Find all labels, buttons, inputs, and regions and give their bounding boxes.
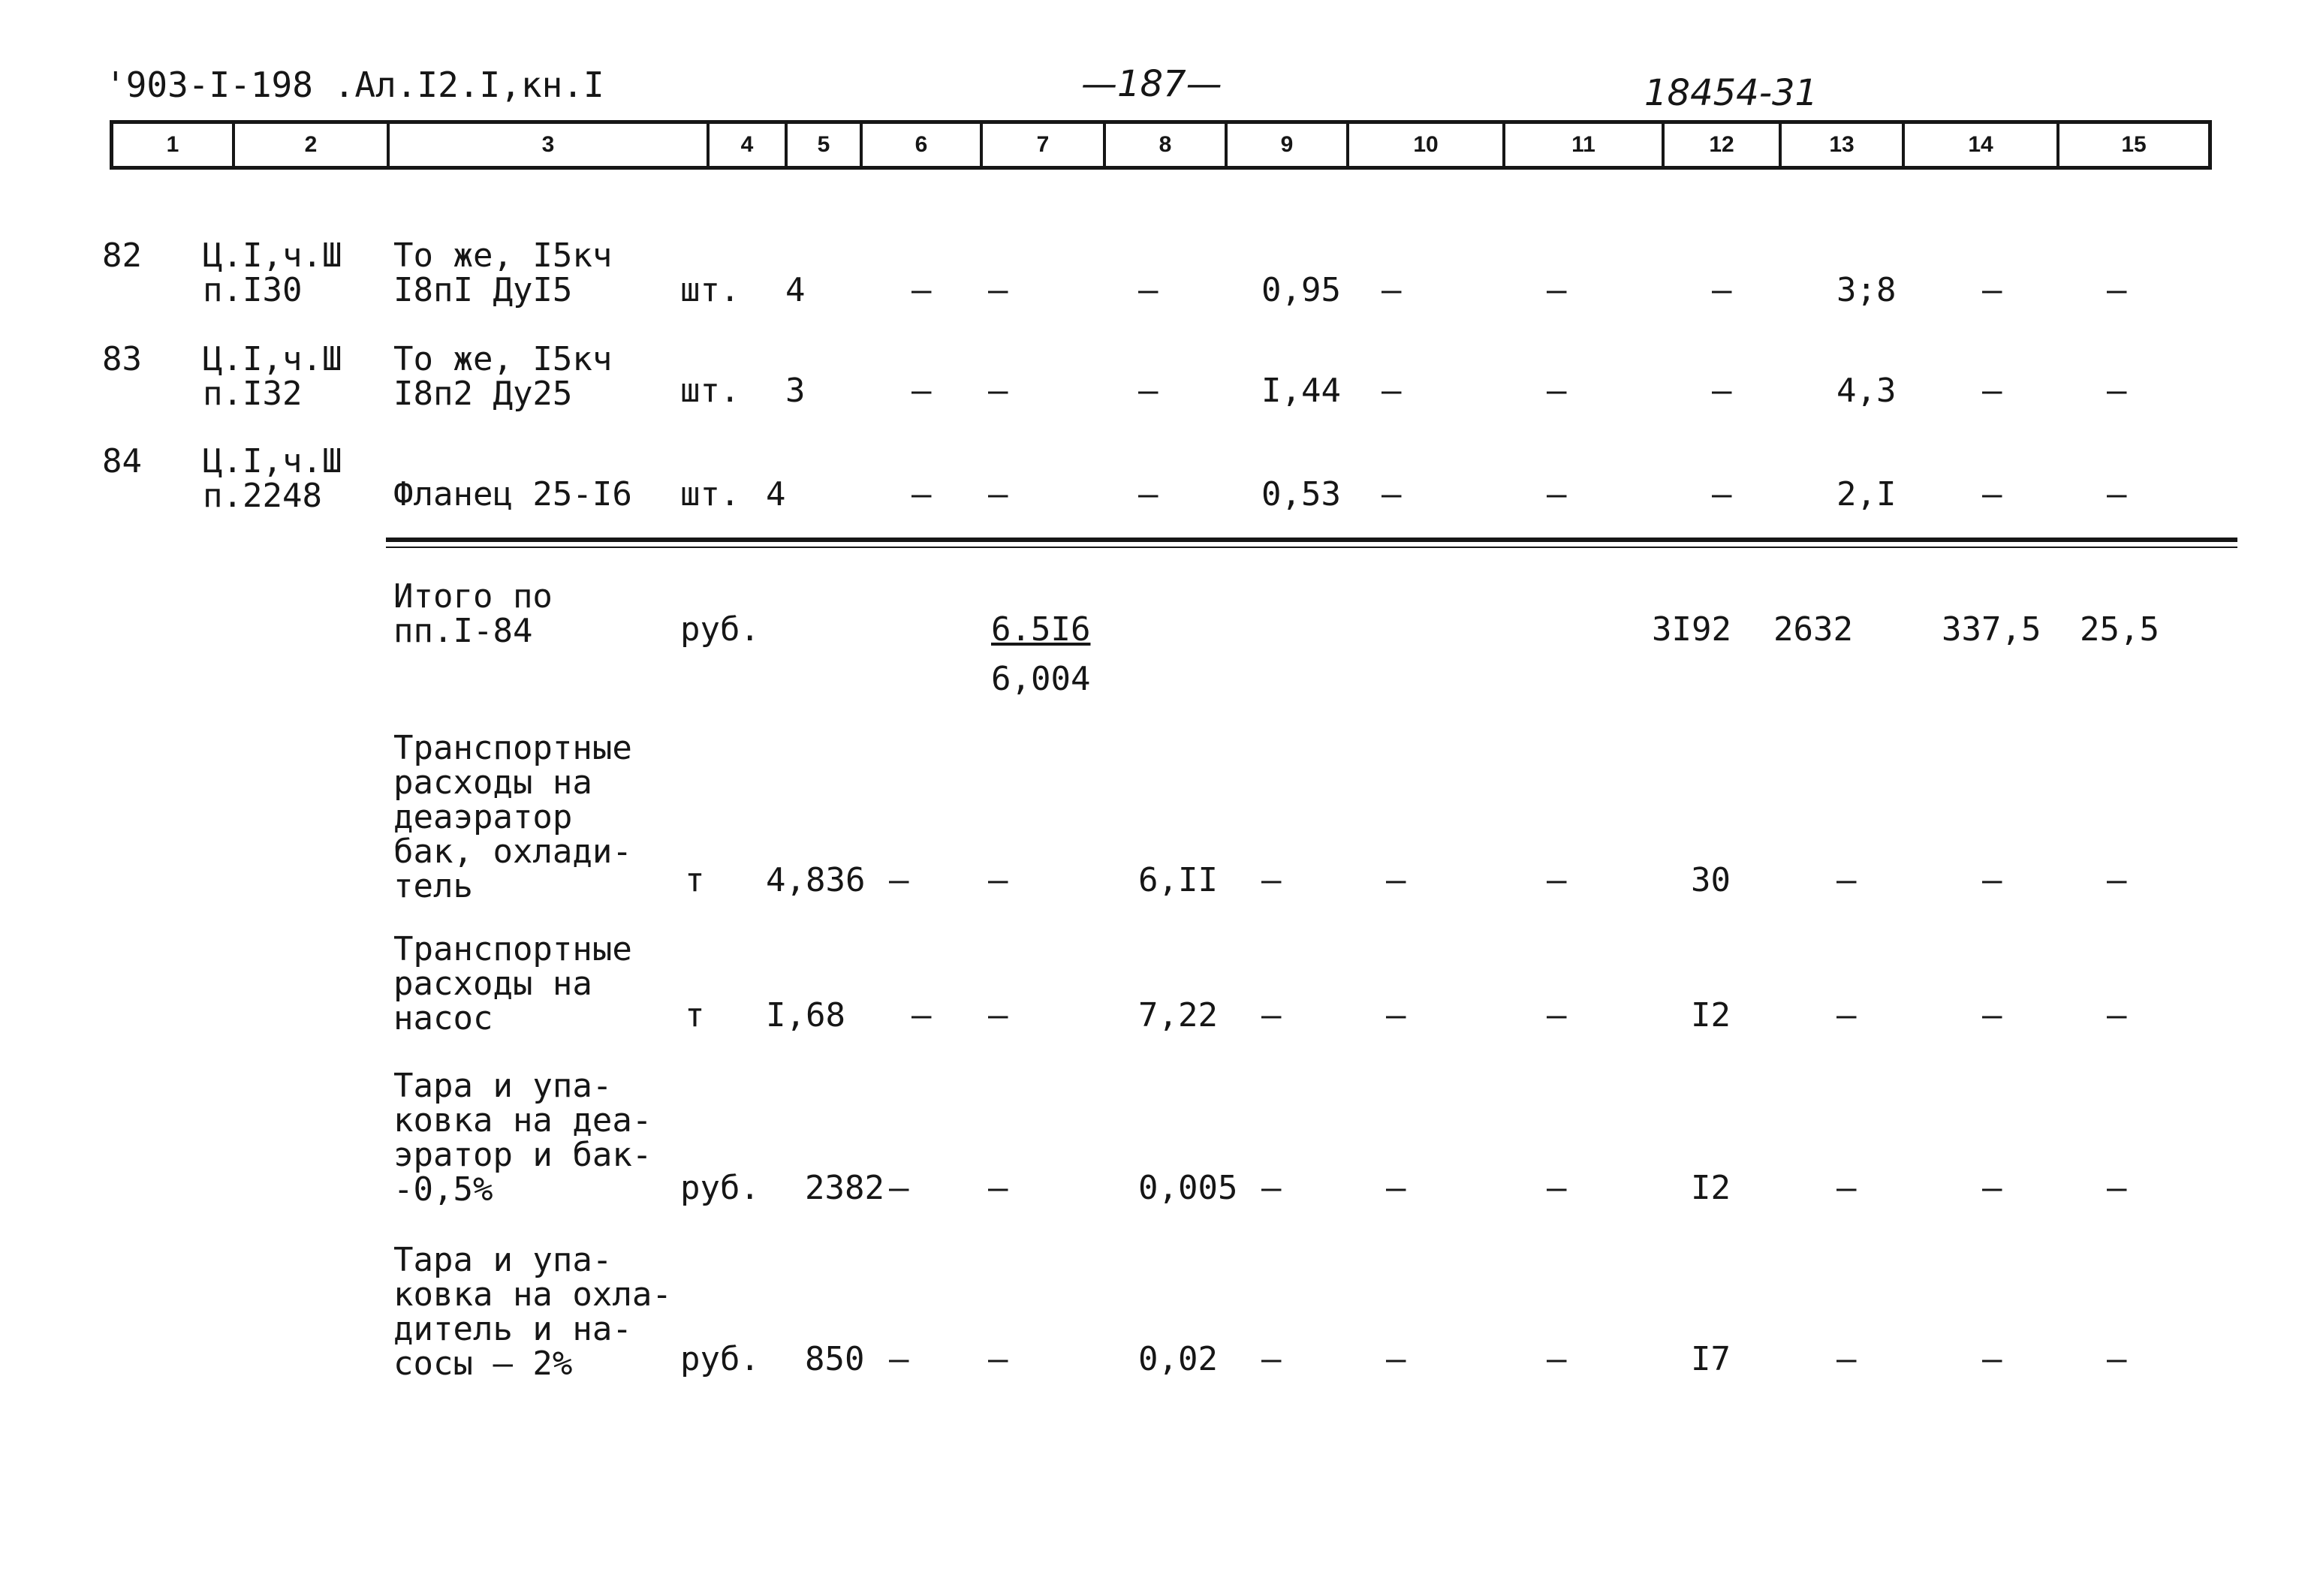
value-cell: – — [1836, 996, 1857, 1034]
column-number: 4 — [710, 124, 788, 166]
unit-cell: т — [685, 996, 705, 1034]
reference-cell: Ц.I,ч.Ш п.2248 — [203, 442, 342, 515]
value-cell: 30 — [1691, 861, 1731, 899]
value-cell: – — [1982, 1340, 2002, 1378]
value-cell: – — [2107, 861, 2127, 899]
total-unit: руб. — [680, 610, 760, 649]
value-cell: – — [1138, 475, 1159, 513]
value-cell: – — [2107, 1169, 2127, 1207]
value-cell: – — [889, 1169, 909, 1207]
value-cell: – — [889, 861, 909, 899]
column-number: 15 — [2121, 132, 2147, 157]
value-cell: – — [1547, 1340, 1567, 1378]
extra-item-name: Тара и упа- ковка на деа- эратор и бак- -0,5% — [393, 1067, 652, 1209]
unit-cell: т — [685, 861, 705, 899]
value-cell: I7 — [1691, 1340, 1731, 1378]
value-cell: – — [1381, 475, 1402, 513]
value-cell: – — [1547, 861, 1567, 899]
reference-cell: Ц.I,ч.Ш п.I32 — [203, 340, 342, 413]
unit-cell: руб. — [680, 1340, 760, 1378]
column-number: 12 — [1665, 124, 1782, 166]
reference-number: 18454-31 — [1644, 72, 1818, 114]
quantity-cell: 850 — [805, 1340, 865, 1378]
value-cell: – — [889, 1340, 909, 1378]
value-cell: – — [2107, 1340, 2127, 1378]
value-cell: – — [1547, 1169, 1567, 1207]
column-number: 5 — [788, 124, 863, 166]
value-cell: – — [1712, 271, 1732, 309]
page-number: —187— — [1081, 63, 1222, 105]
value-cell: – — [1982, 996, 2002, 1034]
column-number: 2 — [235, 124, 390, 166]
unit-cell: шт. — [680, 372, 740, 410]
value-cell: – — [1712, 475, 1732, 513]
column-number: 1 — [113, 124, 235, 166]
column-number-header — [110, 120, 2212, 170]
value-cell: – — [2107, 271, 2127, 309]
row-number: 83 — [102, 340, 142, 378]
total-c14: 337,5 — [1942, 610, 2041, 649]
column-number: 9 — [1228, 124, 1349, 166]
value-cell: – — [988, 1340, 1008, 1378]
value-cell: – — [1261, 861, 1282, 899]
document-code: '903-I-198 .Ал.I2.I,кн.I — [105, 65, 604, 105]
value-cell: – — [1261, 996, 1282, 1034]
value-cell: I,44 — [1261, 372, 1341, 410]
value-cell: 0,53 — [1261, 475, 1341, 513]
value-cell: – — [1836, 861, 1857, 899]
quantity-cell: 3 — [785, 372, 806, 410]
quantity-cell: 4,836 — [766, 861, 866, 899]
value-cell: – — [1836, 1169, 1857, 1207]
value-cell: – — [1982, 1169, 2002, 1207]
value-cell: – — [911, 271, 932, 309]
column-number: 7 — [983, 124, 1106, 166]
column-number: 3 — [390, 124, 710, 166]
quantity-cell: 2382 — [805, 1169, 884, 1207]
total-c15: 25,5 — [2080, 610, 2159, 649]
value-cell: – — [1386, 1340, 1406, 1378]
value-cell: – — [1138, 372, 1159, 410]
column-number: 11 — [1505, 124, 1665, 166]
value-cell: – — [1982, 861, 2002, 899]
value-cell: 4,3 — [1836, 372, 1897, 410]
value-cell: – — [1386, 1169, 1406, 1207]
value-cell: – — [1547, 372, 1567, 410]
extra-item-name: Транспортные расходы на насос — [393, 930, 632, 1037]
reference-cell: Ц.I,ч.Ш п.I30 — [203, 236, 342, 309]
value-cell: 0,005 — [1138, 1169, 1238, 1207]
value-cell: 6,II — [1138, 861, 1218, 899]
total-c7-numerator: 6.5I6 — [991, 610, 1091, 649]
value-cell: – — [2107, 475, 2127, 513]
value-cell: 0,95 — [1261, 271, 1341, 309]
item-name: То же, I5кч I8п2 Ду25 — [393, 340, 613, 413]
value-cell: – — [1386, 861, 1406, 899]
value-cell: – — [988, 861, 1008, 899]
value-cell: – — [1261, 1169, 1282, 1207]
value-cell: – — [1138, 271, 1159, 309]
quantity-cell: 4 — [785, 271, 806, 309]
value-cell: – — [988, 996, 1008, 1034]
total-c12: 3I92 — [1652, 610, 1731, 649]
extra-item-name: Тара и упа- ковка на охла- дитель и на- сосы – 2% — [393, 1241, 672, 1383]
column-number: 10 — [1349, 124, 1505, 166]
value-cell: – — [911, 475, 932, 513]
value-cell: – — [1982, 372, 2002, 410]
total-label: Итого по пп.I-84 — [393, 577, 553, 650]
value-cell: – — [1982, 271, 2002, 309]
value-cell: – — [988, 1169, 1008, 1207]
extra-item-name: Транспортные расходы на деаэратор бак, охлади- тель — [393, 729, 632, 905]
value-cell: 7,22 — [1138, 996, 1218, 1034]
value-cell: 0,02 — [1138, 1340, 1218, 1378]
value-cell: – — [911, 372, 932, 410]
total-separator-line — [386, 538, 2237, 542]
value-cell: – — [988, 372, 1008, 410]
row-number: 84 — [102, 442, 142, 480]
total-c13: 2632 — [1773, 610, 1853, 649]
quantity-cell: I,68 — [766, 996, 845, 1034]
value-cell: – — [1261, 1340, 1282, 1378]
value-cell: – — [1547, 996, 1567, 1034]
value-cell: – — [1381, 271, 1402, 309]
value-cell: – — [988, 475, 1008, 513]
value-cell: – — [2107, 996, 2127, 1034]
value-cell: – — [1712, 372, 1732, 410]
total-c7-denominator: 6,004 — [991, 660, 1091, 698]
value-cell: – — [988, 271, 1008, 309]
value-cell: – — [1381, 372, 1402, 410]
value-cell: – — [1982, 475, 2002, 513]
item-name: То же, I5кч I8пI ДуI5 — [393, 236, 613, 309]
value-cell: – — [1547, 475, 1567, 513]
column-number: 14 — [1905, 124, 2059, 166]
value-cell: I2 — [1691, 1169, 1731, 1207]
column-number: 6 — [863, 124, 983, 166]
unit-cell: шт. — [680, 475, 740, 513]
column-number: 13 — [1782, 124, 1905, 166]
row-number: 82 — [102, 236, 142, 275]
total-separator-line-thin — [386, 547, 2237, 548]
value-cell: – — [2107, 372, 2127, 410]
quantity-cell: 4 — [766, 475, 786, 513]
item-name: Фланец 25-I6 — [393, 475, 632, 513]
column-number: 8 — [1106, 124, 1228, 166]
value-cell: 2,I — [1836, 475, 1897, 513]
unit-cell: шт. — [680, 271, 740, 309]
value-cell: – — [1836, 1340, 1857, 1378]
value-cell: I2 — [1691, 996, 1731, 1034]
unit-cell: руб. — [680, 1169, 760, 1207]
value-cell: 3;8 — [1836, 271, 1897, 309]
value-cell: – — [911, 996, 932, 1034]
value-cell: – — [1386, 996, 1406, 1034]
value-cell: – — [1547, 271, 1567, 309]
